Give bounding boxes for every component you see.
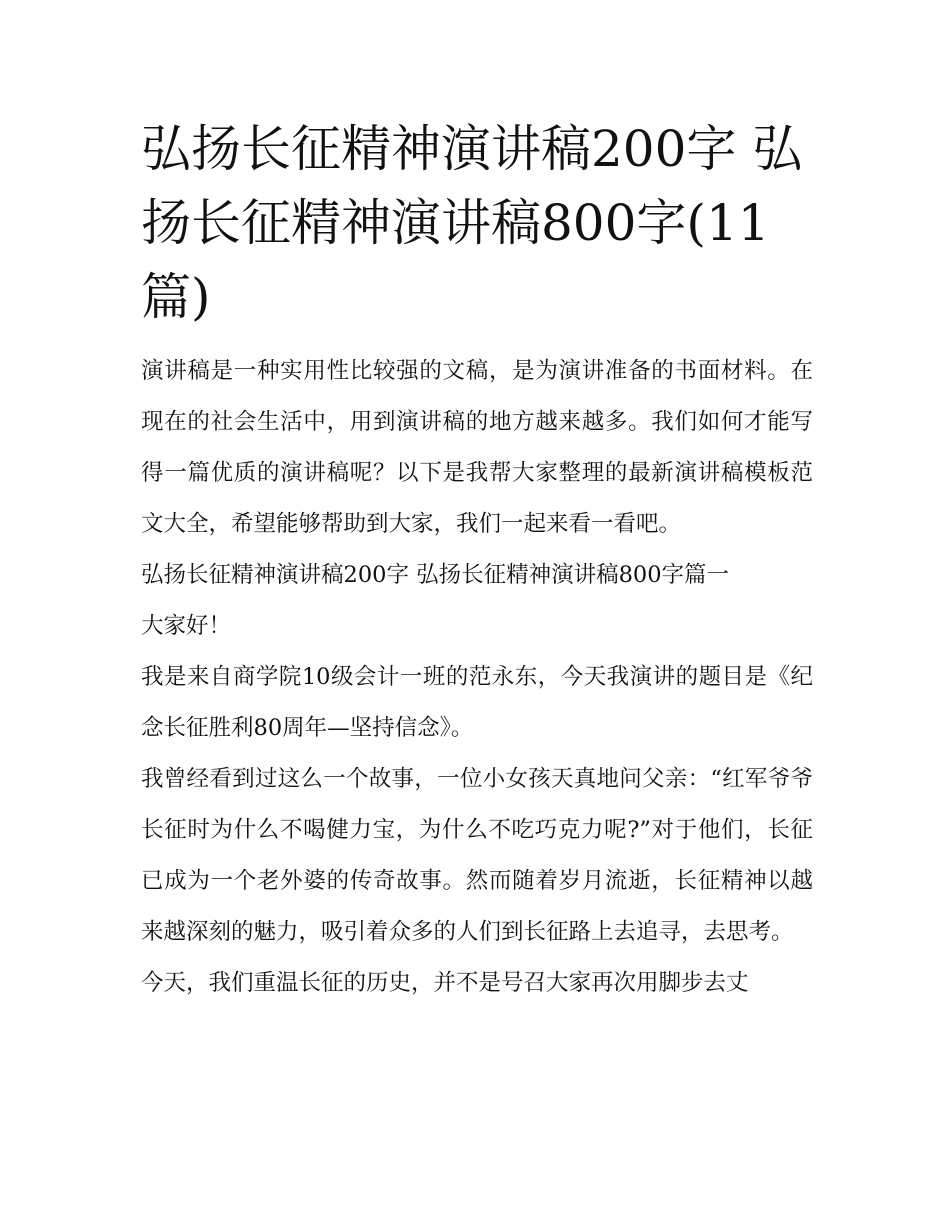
paragraph-greeting: 大家好！ bbox=[141, 613, 232, 639]
paragraph-self-intro: 我是来自商学院10级会计一班的范永东，今天我演讲的题目是《纪念长征胜利80周年—坚持信念》。 bbox=[141, 664, 813, 741]
document-title: 弘扬长征精神演讲稿200字 弘扬长征精神演讲稿800字(11篇) bbox=[141, 120, 803, 326]
paragraph-intro: 演讲稿是一种实用性比较强的文稿，是为演讲准备的书面材料。在现在的社会生活中，用到演讲稿的地方越来越多。我们如何才能写得一篇优质的演讲稿呢？以下是我帮大家整理的最新演讲稿模板范文大全，希望能够帮助到大家，我们一起来看一看吧。 bbox=[141, 358, 813, 537]
paragraph-story: 我曾经看到过这么一个故事，一位小女孩天真地问父亲：“红军爷爷长征时为什么不喝健力宝，为什么不吃巧克力呢?”对于他们，长征已成为一个老外婆的传奇故事。然而随着岁月流逝，长征精神以越来越深刻的魅力，吸引着众多的人们到长征路上去追寻，去思考。 bbox=[141, 766, 813, 945]
paragraph-section-heading: 弘扬长征精神演讲稿200字 弘扬长征精神演讲稿800字篇一 bbox=[141, 562, 730, 588]
document-body bbox=[141, 346, 813, 1009]
paragraph-today: 今天，我们重温长征的历史，并不是号召大家再次用脚步去丈 bbox=[141, 970, 749, 996]
document-page bbox=[141, 112, 813, 1009]
